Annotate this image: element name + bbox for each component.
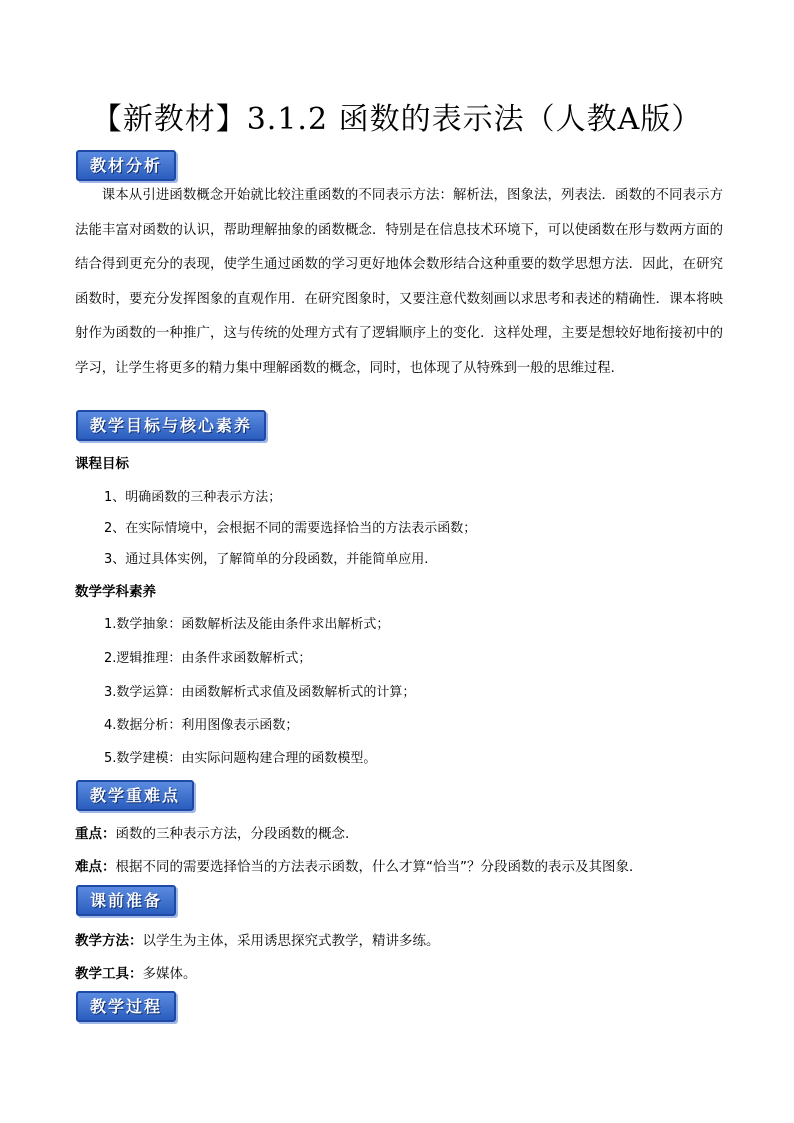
difficult-point-text: 根据不同的需要选择恰当的方法表示函数，什么才算“恰当”？分段函数的表示及其图象． (115, 859, 643, 875)
teaching-method-line (75, 929, 440, 949)
teaching-tool-line (75, 962, 197, 982)
section-badge-key-points: 教学重难点 (76, 780, 194, 811)
teaching-method-label: 教学方法： (75, 933, 143, 949)
teaching-method-text: 以学生为主体，采用诱思探究式教学，精讲多练。 (142, 933, 440, 949)
teaching-tool-text: 多媒体。 (142, 966, 197, 982)
course-goal-item: 1、明确函数的三种表示方法； (104, 490, 282, 505)
literacy-item: 5.数学建模：由实际问题构建合理的函数模型。 (104, 751, 377, 766)
section-badge-process: 教学过程 (76, 991, 176, 1022)
analysis-paragraph: 课本从引进函数概念开始就比较注重函数的不同表示方法：解析法，图象法，列表法．函数的不同表示方法能丰富对函数的认识，帮助理解抽象的函数概念．特别是在信息技术环境下，可以使函数在形与数两方面的结合得到更充分的表现，使学生通过函数的学习更好地体会数形结合这种重要的数学思想方法．因此，在研究函数时，要充分发挥图象的直观作用．在研究图象时，又要注意代数刻画以求思考和表述的精确性．课本将映射作为函数的一种推广，这与传统的处理方式有了逻辑顺序上的变化．这样处理，主要是想较好地衔接初中的学习，让学生将更多的精力集中理解函数的概念，同时，也体现了从特殊到一般的思维过程． (75, 188, 723, 376)
difficult-point-label: 难点： (75, 859, 116, 875)
course-goals-title: 课程目标 (75, 456, 129, 472)
literacy-item: 2.逻辑推理：由条件求函数解析式； (104, 651, 312, 666)
key-point-text: 函数的三种表示方法，分段函数的概念. (115, 826, 350, 842)
section-badge-preparation: 课前准备 (76, 885, 176, 916)
literacy-title: 数学学科素养 (75, 584, 156, 600)
literacy-item: 3.数学运算：由函数解析式求值及函数解析式的计算； (104, 685, 416, 700)
difficult-point-line (75, 855, 643, 875)
course-goal-item: 2、在实际情境中，会根据不同的需要选择恰当的方法表示函数； (104, 521, 477, 536)
section-badge-goals: 教学目标与核心素养 (76, 410, 266, 441)
key-point-label: 重点： (75, 826, 116, 842)
course-goal-item: 3、通过具体实例，了解简单的分段函数，并能简单应用. (104, 552, 429, 567)
teaching-tool-label: 教学工具： (75, 966, 143, 982)
key-point-line (75, 822, 349, 842)
literacy-item: 1.数学抽象：函数解析法及能由条件求出解析式； (104, 617, 390, 632)
document-title: 【新教材】3.1.2 函数的表示法（人教A版） (91, 102, 703, 137)
literacy-item: 4.数据分析：利用图像表示函数； (104, 718, 299, 733)
section-badge-analysis: 教材分析 (76, 150, 176, 181)
